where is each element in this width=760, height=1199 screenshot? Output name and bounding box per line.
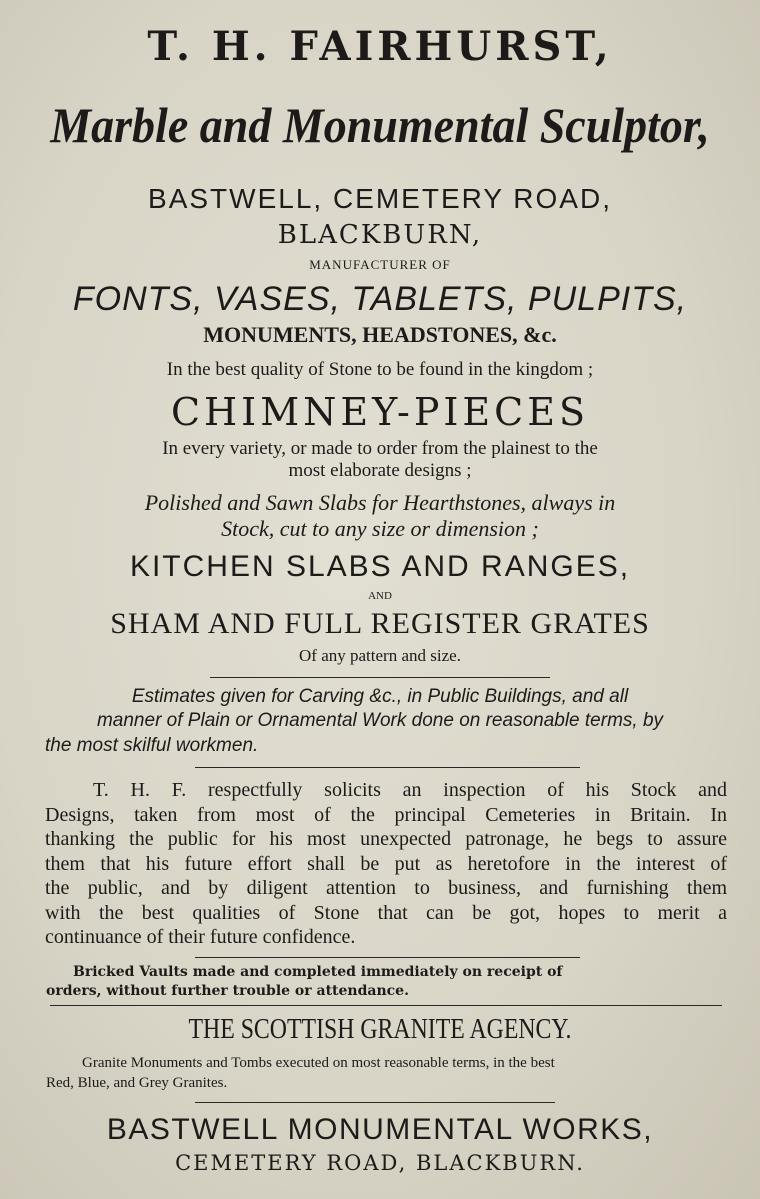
agency-note-1: Granite Monuments and Tombs executed on most reasonable terms, in the best (82, 1055, 555, 1071)
divider (195, 767, 580, 768)
agency-note-2: Red, Blue, and Grey Granites. (46, 1075, 228, 1091)
slabs-note-1: Polished and Sawn Slabs for Hearthstones, always in (144, 490, 616, 515)
manufacturer-label: MANUFACTURER OF (309, 257, 451, 272)
paragraph-line: Designs, taken from most of the principal Cemeteries in Britain. In (45, 803, 727, 826)
paragraph-line: T. H. F. respectfully solicits an inspection of his Stock and (93, 779, 727, 801)
divider (50, 1005, 722, 1006)
kitchen-heading: KITCHEN SLABS AND RANGES, (129, 550, 631, 583)
slabs-note-2: Stock, cut to any size or dimension ; (221, 516, 539, 541)
solicitation-paragraph (45, 778, 727, 950)
paragraph-line: continuance of their future confidence. (45, 926, 356, 948)
chimney-note-1: In every variety, or made to order from the plainest to the (162, 438, 598, 459)
and-label: AND (368, 590, 392, 602)
address-line: BASTWELL, CEMETERY ROAD, (148, 183, 612, 214)
estimates-line-2: manner of Plain or Ornamental Work done on reasonable terms, by (96, 710, 664, 731)
chimney-note-2: most elaborate designs ; (288, 460, 472, 481)
grates-note: Of any pattern and size. (299, 646, 461, 665)
divider (210, 677, 550, 678)
grates-heading: SHAM AND FULL REGISTER GRATES (110, 607, 650, 640)
vaults-line-1: Bricked Vaults made and completed immediately on receipt of (73, 964, 563, 980)
products-line-2: MONUMENTS, HEADSTONES, &c. (203, 322, 557, 347)
advertiser-name: T. H. FAIRHURST, (147, 23, 613, 70)
paragraph-line: them that his future effort shall be put as heretofore in the interest of (45, 852, 727, 875)
products-line-1: FONTS, VASES, TABLETS, PULPITS, (72, 280, 688, 318)
quality-note: In the best quality of Stone to be found in the kingdom ; (166, 359, 594, 380)
estimates-line-1: Estimates given for Carving &c., in Public Buildings, and all (131, 686, 629, 707)
town-name: BLACKBURN, (277, 220, 483, 250)
estimates-line-3: the most skilful workmen. (45, 735, 259, 756)
divider (195, 1102, 555, 1103)
works-address: CEMETERY ROAD, BLACKBURN. (175, 1151, 585, 1175)
paragraph-line: thanking the public for his most unexpected patronage, he begs to assure (45, 828, 727, 850)
paragraph-line: with the best qualities of Stone that can be got, hopes to merit a (45, 901, 727, 924)
vaults-line-2: orders, without further trouble or attendance. (46, 983, 409, 999)
paragraph-line: the public, and by diligent attention to business, and furnishing them (45, 877, 727, 899)
agency-title: THE SCOTTISH GRANITE AGENCY. (188, 1014, 572, 1045)
works-name: BASTWELL MONUMENTAL WORKS, (106, 1113, 654, 1146)
chimney-pieces-heading: CHIMNEY-PIECES (170, 390, 590, 434)
trade-title: Marble and Monumental Sculptor, (50, 97, 710, 153)
divider (195, 957, 580, 958)
